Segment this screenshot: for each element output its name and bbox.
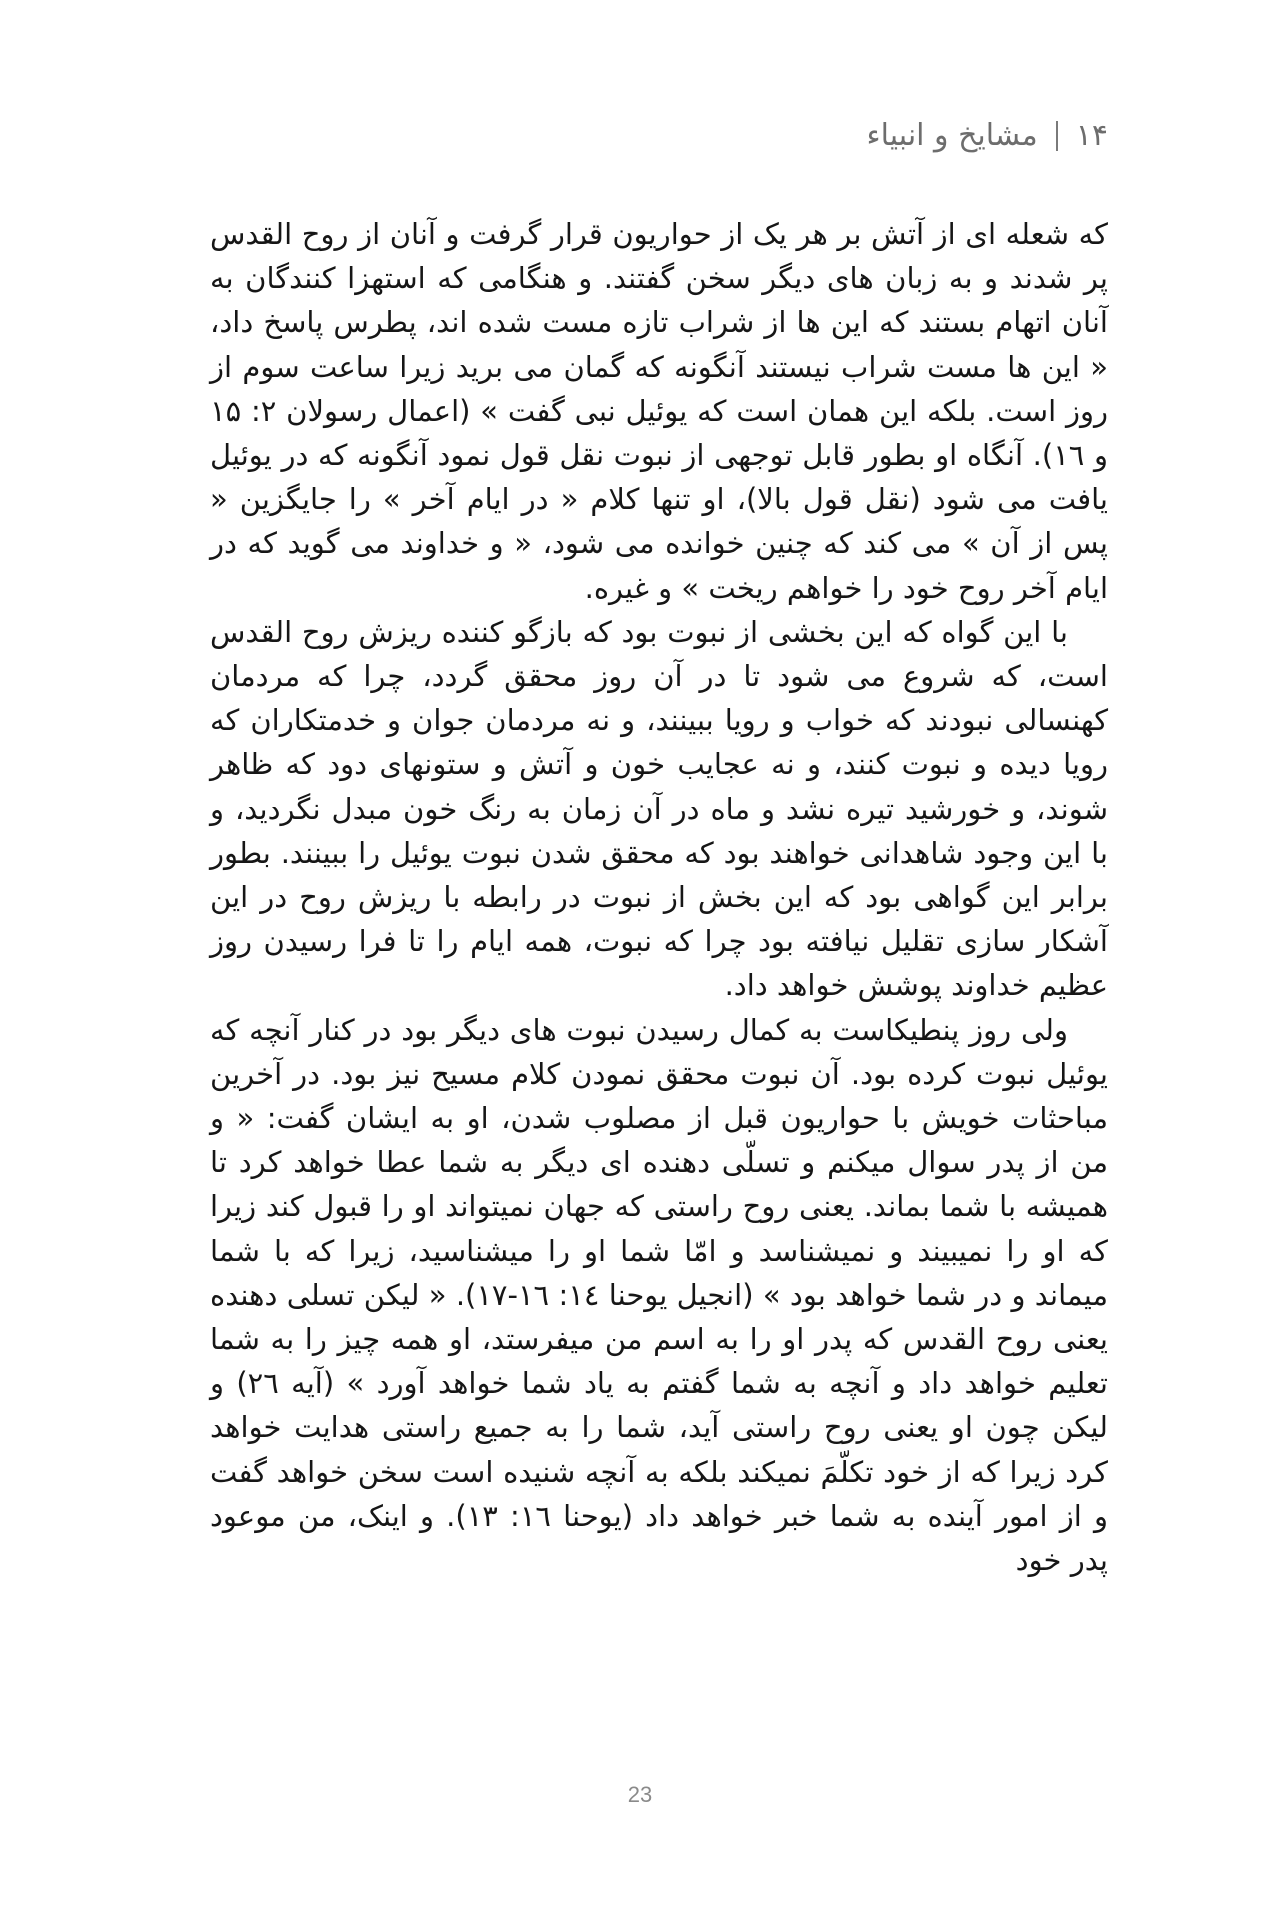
page-folio: 23 [627,1782,653,1807]
header-separator [1056,121,1058,151]
body-text [210,212,1108,1582]
paragraph: ولی روز پنطیکاست به کمال رسیدن نبوت های دیگر بود در کنار آنچه که یوئیل نبوت کرده بود. آن نبوت محقق نمودن کلام مسیح نیز بود. در آخرین مباحثات خویش با حواریون قبل از مصلوب شدن، او به ایشان گفت: « و من از پدر سوال میکنم و تسلّی دهنده ای دیگر به شما عطا خواهد کرد تا همیشه با شما بماند. یعنی روح راستی که جهان نمیتواند او را قبول کند زیرا که او را نمیبیند و نمیشناسد و امّا شما او را میشناسید، زیرا که با شما میماند و در شما خواهد بود » (انجیل یوحنا ۱٤: ۱٦-۱۷). « لیکن تسلی دهنده یعنی روح القدس که پدر او را به اسم من میفرستد، او همه چیز را به شما تعلیم خواهد داد و آنچه به شما گفتم به یاد شما خواهد آورد » (آیه ۲٦) و لیکن چون او یعنی روح راستی آید، شما را به جمیع راستی هدایت خواهد کرد زیرا که از خود تکلّمَ نمیکند بلکه به آنچه شنیده است سخن خواهد گفت و از امور آینده به شما خبر خواهد داد (یوحنا ۱٦: ۱۳). و اینک، من موعود پدر خود [210,1012,1108,1578]
header-book-title: مشایخ و انبیاء [866,118,1038,153]
header-page-number: ۱۴ [1075,118,1108,153]
paragraph: با این گواه که این بخشی از نبوت بود که بازگو کننده ریزش روح القدس است، که شروع می شود تا در آن روز محقق گردد، چرا که مردمان کهنسالی نبودند که خواب و رویا ببینند، و نه مردمان جوان و خدمتکاران که رویا دیده و نبوت کنند، و نه عجایب خون و آتش و ستونهای دود که ظاهر شوند، و خورشید تیره نشد و ماه در آن زمان به رنگ خون مبدل نگردید، و با این وجود شاهدانی خواهند بود که محقق شدن نبوت یوئیل را ببینند. بطور برابر این گواهی بود که این بخش از نبوت در رابطه با ریزش روح در این آشکار سازی تقلیل نیافته بود چرا که نبوت، همه ایام را تا فرا رسیدن روز عظیم خداوند پوشش خواهد داد. [210,614,1108,1003]
running-header [866,118,1108,153]
paragraph: که شعله ای از آتش بر هر یک از حواریون قرار گرفت و آنان از روح القدس پر شدند و به زبان های دیگر سخن گفتند. و هنگامی که استهزا کنندگان به آنان اتهام بستند که این ها از شراب تازه مست شده اند، پطرس پاسخ داد، « این ها مست شراب نیستند آنگونه که گمان می برید زیرا ساعت سوم از روز است. بلکه این همان است که یوئیل نبی گفت » (اعمال رسولان ۲: ۱۵ و ۱٦). آنگاه او بطور قابل توجهی از نبوت نقل قول نمود آنگونه که در یوئیل یافت می شود (نقل قول بالا)، او تنها کلام « در ایام آخر » را جایگزین « پس از آن » می کند که چنین خوانده می شود، « و خداوند می گوید که در ایام آخر روح خود را خواهم ریخت » و غیره. [210,217,1108,605]
